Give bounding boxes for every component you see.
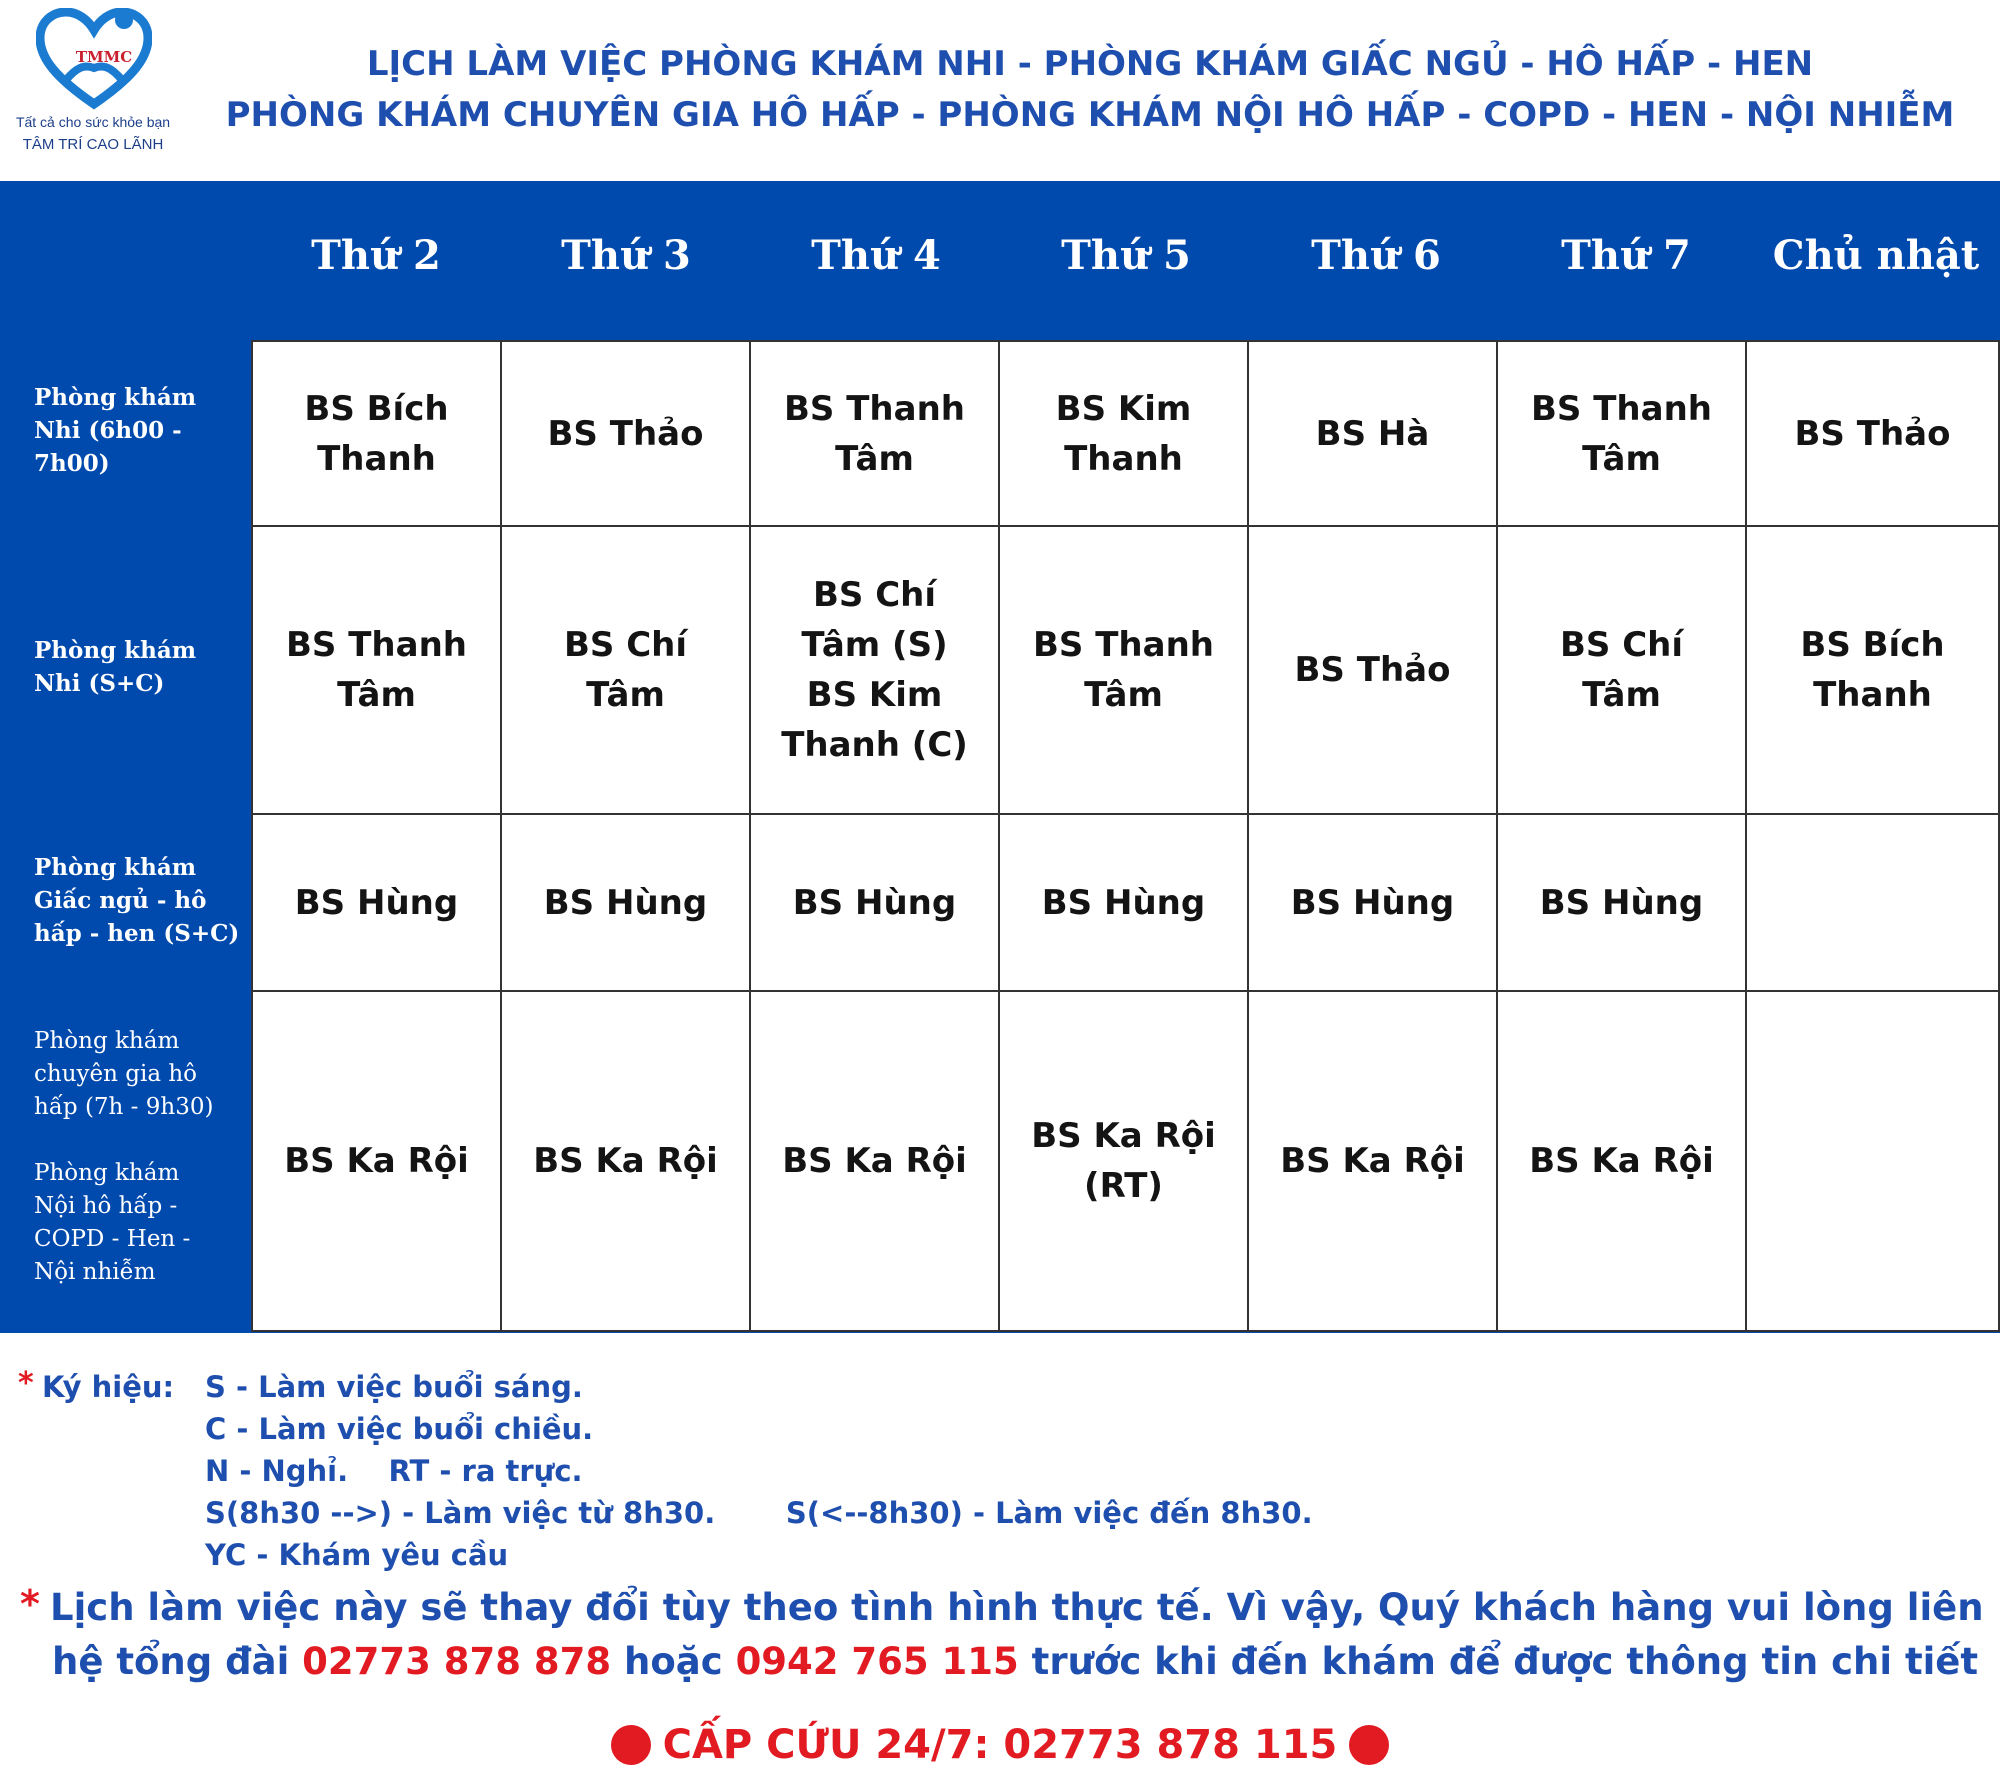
cell-text: BS Chí Tâm bbox=[563, 625, 688, 715]
cell-text: BS Thảo bbox=[1294, 650, 1451, 690]
cell-text: BS Thanh Tâm bbox=[784, 388, 965, 479]
cell-text: BS Ka Rội bbox=[533, 1141, 718, 1181]
note-text-b: hoặc bbox=[611, 1640, 736, 1683]
cell-text: BS Thanh Tâm bbox=[1531, 388, 1712, 479]
logo-brand: TMMC bbox=[75, 48, 133, 66]
cell-text: BS Ka Rội (RT) bbox=[1031, 1116, 1216, 1206]
note-text-a: hệ tổng đài bbox=[52, 1640, 303, 1683]
cell-text: BS Ka Rội bbox=[284, 1141, 469, 1181]
cell-r0-tue bbox=[500, 340, 751, 527]
cell-r2-tue bbox=[500, 813, 751, 992]
cell-text: BS Thanh Tâm bbox=[286, 625, 467, 715]
day-header-wed: Thứ 4 bbox=[811, 232, 941, 279]
red-dot-icon bbox=[611, 1725, 651, 1765]
cell-text: BS Hùng bbox=[1539, 882, 1704, 923]
cell-r0-sun bbox=[1745, 340, 2000, 527]
cell-r1-thu bbox=[998, 525, 1249, 815]
cell-text: BS Hà bbox=[1315, 413, 1430, 454]
logo-slogan: Tất cả cho sức khỏe bạn bbox=[15, 114, 171, 130]
cell-r0-sat bbox=[1496, 340, 1747, 527]
note-star: * bbox=[20, 1582, 40, 1626]
cell-r1-sun bbox=[1745, 525, 2000, 815]
legend-line-n-rt: N - Nghỉ. RT - ra trực. bbox=[205, 1454, 583, 1488]
day-header-mon: Thứ 2 bbox=[311, 232, 441, 279]
day-header-tue: Thứ 3 bbox=[561, 232, 691, 279]
schedule-grid bbox=[251, 340, 2000, 1332]
cell-r3-fri bbox=[1247, 990, 1498, 1332]
logo bbox=[8, 8, 178, 158]
cell-r2-sat bbox=[1496, 813, 1747, 992]
cell-r3-sun bbox=[1745, 990, 2000, 1332]
cell-r3-thu bbox=[998, 990, 1249, 1332]
cell-text: BS Hùng bbox=[543, 882, 708, 923]
hotline-phone: 02773 878 878 bbox=[302, 1640, 612, 1683]
cell-r3-mon bbox=[251, 990, 502, 1332]
cell-text: BS Bích Thanh bbox=[1800, 625, 1945, 715]
cell-r1-wed bbox=[749, 525, 1000, 815]
legend-line-8h30: S(8h30 -->) - Làm việc từ 8h30. S(<--8h30) - Làm việc đến 8h30. bbox=[205, 1496, 1313, 1530]
cell-r0-mon bbox=[251, 340, 502, 527]
cell-text: BS Hùng bbox=[1290, 882, 1455, 923]
row-label-sleep-respiratory: Phòng khám Giấc ngủ - hô hấp - hen (S+C) bbox=[34, 854, 240, 947]
legend-line-c: C - Làm việc buổi chiều. bbox=[205, 1412, 594, 1446]
cell-r1-mon bbox=[251, 525, 502, 815]
cell-text: BS Kim Thanh bbox=[1055, 388, 1192, 479]
cell-r2-thu bbox=[998, 813, 1249, 992]
row-label-nhi-early: Phòng khám Nhi (6h00 - 7h00) bbox=[34, 384, 197, 477]
cell-text: BS Thảo bbox=[1794, 413, 1951, 454]
page-title-line-2: PHÒNG KHÁM CHUYÊN GIA HÔ HẤP - PHÒNG KHÁM NỘI HÔ HẤP - COPD - HEN - NỘI NHIỄM bbox=[225, 95, 1955, 135]
cell-text: BS Chí Tâm (S) BS Kim Thanh (C) bbox=[781, 575, 968, 765]
emergency-text: CẤP CỨU 24/7: 02773 878 115 bbox=[662, 1722, 1338, 1768]
cell-text: BS Thảo bbox=[547, 413, 704, 454]
cell-text: BS Ka Rội bbox=[1280, 1141, 1465, 1181]
cell-text: BS Hùng bbox=[792, 882, 957, 923]
cell-r1-fri bbox=[1247, 525, 1498, 815]
cell-r3-wed bbox=[749, 990, 1000, 1332]
cell-r2-sun bbox=[1745, 813, 2000, 992]
cell-text: BS Bích Thanh bbox=[304, 388, 449, 479]
cell-text: BS Hùng bbox=[294, 882, 459, 923]
note-line-1: Lịch làm việc này sẽ thay đổi tùy theo tình hình thực tế. Vì vậy, Quý khách hàng vui lòng liên bbox=[50, 1586, 1984, 1629]
cell-text: BS Thanh Tâm bbox=[1033, 625, 1214, 715]
row-label-nhi-sc: Phòng khám Nhi (S+C) bbox=[34, 637, 197, 697]
cell-r1-sat bbox=[1496, 525, 1747, 815]
cell-r2-fri bbox=[1247, 813, 1498, 992]
emergency-line bbox=[0, 1722, 2000, 1768]
note-text-c: trước khi đến khám để được thông tin chi tiết bbox=[1018, 1640, 1979, 1683]
cell-text: BS Ka Rội bbox=[782, 1141, 967, 1181]
cell-text: BS Ka Rội bbox=[1529, 1141, 1714, 1181]
cell-r3-tue bbox=[500, 990, 751, 1332]
note-line-2 bbox=[52, 1640, 1978, 1683]
cell-r0-thu bbox=[998, 340, 1249, 527]
day-header-sun: Chủ nhật bbox=[1772, 232, 1980, 279]
day-header-fri: Thứ 6 bbox=[1311, 232, 1441, 279]
cell-r0-wed bbox=[749, 340, 1000, 527]
red-dot-icon bbox=[1349, 1725, 1389, 1765]
cell-text: BS Hùng bbox=[1041, 882, 1206, 923]
cell-r2-wed bbox=[749, 813, 1000, 992]
legend-star: * bbox=[18, 1366, 34, 1401]
page-title-line-1: LỊCH LÀM VIỆC PHÒNG KHÁM NHI - PHÒNG KHÁM GIẤC NGỦ - HÔ HẤP - HEN bbox=[366, 44, 1814, 84]
cell-r0-fri bbox=[1247, 340, 1498, 527]
cell-r2-mon bbox=[251, 813, 502, 992]
day-header-thu: Thứ 5 bbox=[1061, 232, 1191, 279]
legend-line-yc: YC - Khám yêu cầu bbox=[205, 1538, 509, 1572]
row-label-respiratory-expert: Phòng khám chuyên gia hô hấp (7h - 9h30) Phòng khám Nội hô hấp - COPD - Hen - Nội nhiễm bbox=[34, 1028, 214, 1285]
legend-title: Ký hiệu: bbox=[42, 1370, 175, 1404]
cell-text: BS Chí Tâm bbox=[1559, 625, 1684, 715]
mobile-phone: 0942 765 115 bbox=[735, 1640, 1019, 1683]
cell-r3-sat bbox=[1496, 990, 1747, 1332]
day-header-sat: Thứ 7 bbox=[1561, 232, 1691, 279]
legend-line-s: S - Làm việc buổi sáng. bbox=[205, 1370, 583, 1404]
cell-r1-tue bbox=[500, 525, 751, 815]
logo-subtitle: TÂM TRÍ CAO LÃNH bbox=[22, 136, 164, 153]
